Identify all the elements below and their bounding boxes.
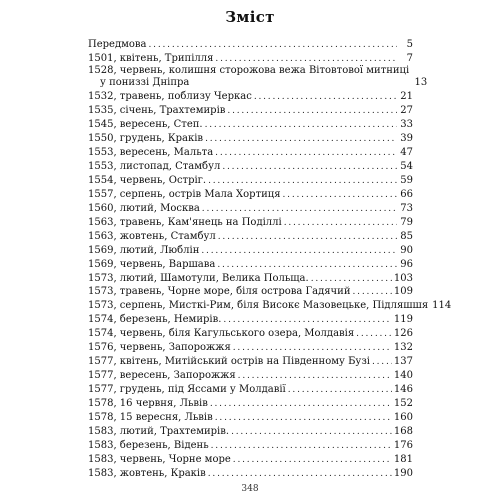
dot-leader (353, 286, 392, 298)
toc-entry-page: 66 (400, 188, 413, 200)
toc-entry-page: 90 (400, 244, 413, 256)
dot-leader (205, 119, 397, 131)
toc-entry-title (88, 273, 309, 285)
dot-leader (217, 259, 397, 271)
toc-entry-page: 5 (406, 38, 413, 50)
dot-leader (202, 203, 397, 215)
dot-leader (233, 454, 392, 466)
toc-entry (88, 382, 413, 396)
toc-entry (88, 354, 413, 368)
dot-leader (218, 231, 397, 243)
toc-entry-title-line: 1576, червень, Запорожжя (88, 342, 231, 354)
toc-entry-title-line: 1550, грудень, Краків (88, 133, 204, 145)
toc-entry (88, 159, 413, 173)
toc-entry-title-line: 1583, жовтень, Краків (88, 467, 206, 479)
dot-leader (215, 53, 397, 65)
toc-entry-page: 168 (393, 425, 413, 437)
toc-entry-title (88, 328, 354, 340)
dot-leader (223, 314, 392, 326)
toc-entry-page: 59 (400, 174, 413, 186)
toc-entry-title (88, 468, 206, 480)
dot-leader (215, 147, 397, 159)
toc-entry-page: 160 (393, 411, 413, 423)
toc-entry-page: 85 (400, 230, 413, 242)
toc-entry-page: 27 (400, 105, 413, 117)
toc-entry-title (88, 53, 213, 65)
dot-leader (283, 189, 397, 201)
toc-entry (88, 396, 413, 410)
dot-leader (288, 384, 392, 396)
toc-entry-page: 47 (400, 147, 413, 159)
toc-entry-page: 73 (400, 202, 413, 214)
toc-entry (88, 466, 413, 480)
toc-entry-title (88, 105, 225, 117)
toc-entry (88, 285, 413, 299)
toc-entry-title (88, 39, 147, 51)
toc-entry (88, 173, 413, 187)
dot-leader (211, 440, 392, 452)
dot-leader (231, 426, 392, 438)
toc-entry-title (88, 370, 236, 382)
dot-leader (284, 217, 397, 229)
toc-entry-title (88, 398, 208, 410)
toc-entry (88, 257, 413, 271)
toc-entry-title-line: 1563, травень, Кам'янець на Поділлі (88, 216, 282, 228)
dot-leader (233, 342, 392, 354)
toc-entry-title (88, 231, 216, 243)
toc-entry-title-line: 1554, червень, Остріг. (88, 174, 207, 186)
page-title: Зміст (225, 8, 275, 26)
toc-entry-title-line: 1560, лютий, Москва (88, 202, 200, 214)
toc-entry (88, 65, 428, 90)
toc-entry (88, 424, 413, 438)
toc-entry-title (88, 440, 209, 452)
toc-entry (88, 89, 413, 103)
toc-entry-title (88, 314, 221, 326)
toc-entry-title-line: 1578, 15 вересня, Львів (88, 411, 213, 423)
toc-entry-title-line: 1578, 16 червня, Львів (88, 397, 208, 409)
toc-entry-title (88, 119, 203, 131)
dot-leader (215, 412, 392, 424)
toc-entry-page: 96 (400, 258, 413, 270)
toc-entry (88, 312, 413, 326)
toc-entry-title (88, 175, 206, 187)
toc-entry-title-line: 1574, червень, біля Кагульського озера, Молдавія (88, 328, 355, 340)
toc-entry-page: 79 (400, 216, 413, 228)
toc-entry (88, 117, 413, 131)
dot-leader (372, 356, 392, 368)
dot-leader (311, 273, 392, 285)
toc-entry-title (88, 161, 220, 173)
toc-entry-title-line: 1577, грудень, під Яссами у Молдавії (88, 384, 286, 395)
dot-leader (208, 468, 392, 480)
toc-entry (88, 271, 413, 285)
toc-entry-title-line: 1577, вересень, Запорожжя (88, 370, 236, 382)
toc-entry-page: 181 (393, 453, 413, 465)
toc-entry-title-line: 1557, серпень, острів Мала Хортиця (88, 188, 281, 200)
toc-entry-title-line: 1583, червень, Чорне море (88, 453, 231, 465)
toc-entry-title-line: 1573, травень, Чорне море, біля острова Гадячий (88, 286, 351, 298)
dot-leader (149, 39, 397, 51)
toc-entry (88, 37, 413, 51)
toc-entry-page: 33 (400, 119, 413, 131)
toc-entry (88, 51, 413, 65)
dot-leader (227, 105, 397, 117)
toc-entry-title (88, 65, 409, 89)
toc-entry-page: 39 (400, 133, 413, 145)
toc-entry-title-line: 1577, квітень, Митійський острів на Південному Бузі (88, 356, 370, 368)
toc-entry-page: 21 (400, 91, 413, 103)
toc-entry (88, 368, 413, 382)
toc-entry (88, 438, 413, 452)
toc-entry-title (88, 454, 231, 466)
toc-entry-page: 146 (393, 384, 413, 395)
toc-entry-page: 13 (414, 77, 428, 89)
dot-leader (208, 175, 397, 187)
toc-entry-title (88, 342, 231, 354)
toc-entry-title (88, 91, 252, 103)
dot-leader (238, 370, 392, 382)
toc-entry-page: 103 (393, 272, 413, 284)
toc-entry (88, 410, 413, 424)
toc-entry (88, 187, 413, 201)
toc-entry-page: 140 (393, 370, 413, 382)
dot-leader (205, 133, 397, 145)
page-number: 348 (241, 484, 259, 494)
toc-entry-page: 119 (393, 314, 413, 326)
table-of-contents (88, 37, 452, 480)
toc-entry-page: 190 (393, 467, 413, 479)
toc-entry-title-line: 1574, березень, Немирів. (88, 314, 222, 326)
toc-entry-title-line: 1532, травень, поблизу Черкас (88, 91, 252, 103)
toc-entry-title-line: 1553, листопад, Стамбул (88, 161, 221, 172)
toc-entry-title-line: 1563, жовтень, Стамбул (88, 230, 216, 242)
toc-entry-page: 176 (393, 439, 413, 451)
toc-entry-page: 137 (393, 356, 413, 368)
toc-entry-title (88, 189, 281, 201)
toc-entry-title-line: 1501, квітень, Трипілля (88, 52, 214, 64)
toc-entry-title (88, 412, 213, 424)
toc-entry (88, 229, 413, 243)
toc-entry-title (88, 147, 213, 159)
toc-entry (88, 201, 413, 215)
toc-entry-page: 132 (393, 342, 413, 354)
toc-entry-page: 126 (393, 328, 413, 340)
toc-entry-page: 114 (432, 300, 452, 312)
toc-entry-title (88, 245, 199, 257)
toc-entry (88, 145, 413, 159)
toc-entry (88, 326, 413, 340)
toc-entry-title (88, 259, 215, 271)
toc-entry-title (88, 300, 428, 312)
toc-entry-title-line: 1569, червень, Варшава (88, 258, 216, 270)
toc-entry-title-line: Передмова (88, 38, 147, 50)
dot-leader (356, 328, 392, 340)
toc-entry-title (88, 217, 282, 229)
dot-leader (201, 245, 397, 257)
dot-leader (254, 91, 397, 103)
toc-entry-title-continuation: у пониззі Дніпра (100, 77, 190, 89)
toc-entry-title (88, 286, 351, 298)
toc-entry-page: 109 (393, 286, 413, 298)
toc-entry-title (88, 356, 370, 368)
toc-entry-title-line: 1528, червень, колишня сторожова вежа Вітовтової митниці (88, 65, 410, 77)
toc-entry (88, 215, 413, 229)
dot-leader (222, 161, 397, 173)
toc-entry (88, 298, 452, 312)
toc-entry (88, 131, 413, 145)
toc-entry-title (88, 384, 286, 396)
toc-entry-title-line: 1573, лютий, Шамотули, Велика Польща. (88, 272, 309, 284)
toc-entry-title-line: 1583, лютий, Трахтемирів. (88, 425, 230, 437)
toc-entry-title-line: 1573, серпень, Мисткі-Рим, біля Високє Мазовецьке, Підляшшя (88, 300, 429, 312)
toc-entry-page: 152 (393, 397, 413, 409)
dot-leader (210, 398, 392, 410)
toc-entry (88, 452, 413, 466)
toc-entry (88, 243, 413, 257)
toc-entry-page: 54 (400, 161, 413, 172)
toc-entry (88, 103, 413, 117)
toc-entry-title-line: 1545, вересень, Степ. (88, 119, 203, 131)
toc-entry-title-line: 1569, лютий, Люблін (88, 244, 200, 256)
toc-entry-page: 7 (406, 52, 413, 64)
toc-entry-title-line: 1553, вересень, Мальта (88, 147, 214, 159)
toc-entry-title (88, 426, 229, 438)
toc-entry (88, 340, 413, 354)
toc-entry-title-line: 1535, січень, Трахтемирів (88, 105, 226, 117)
toc-entry-title (88, 203, 200, 215)
toc-entry-title (88, 133, 203, 145)
toc-entry-title-line: 1583, березень, Відень (88, 439, 209, 451)
